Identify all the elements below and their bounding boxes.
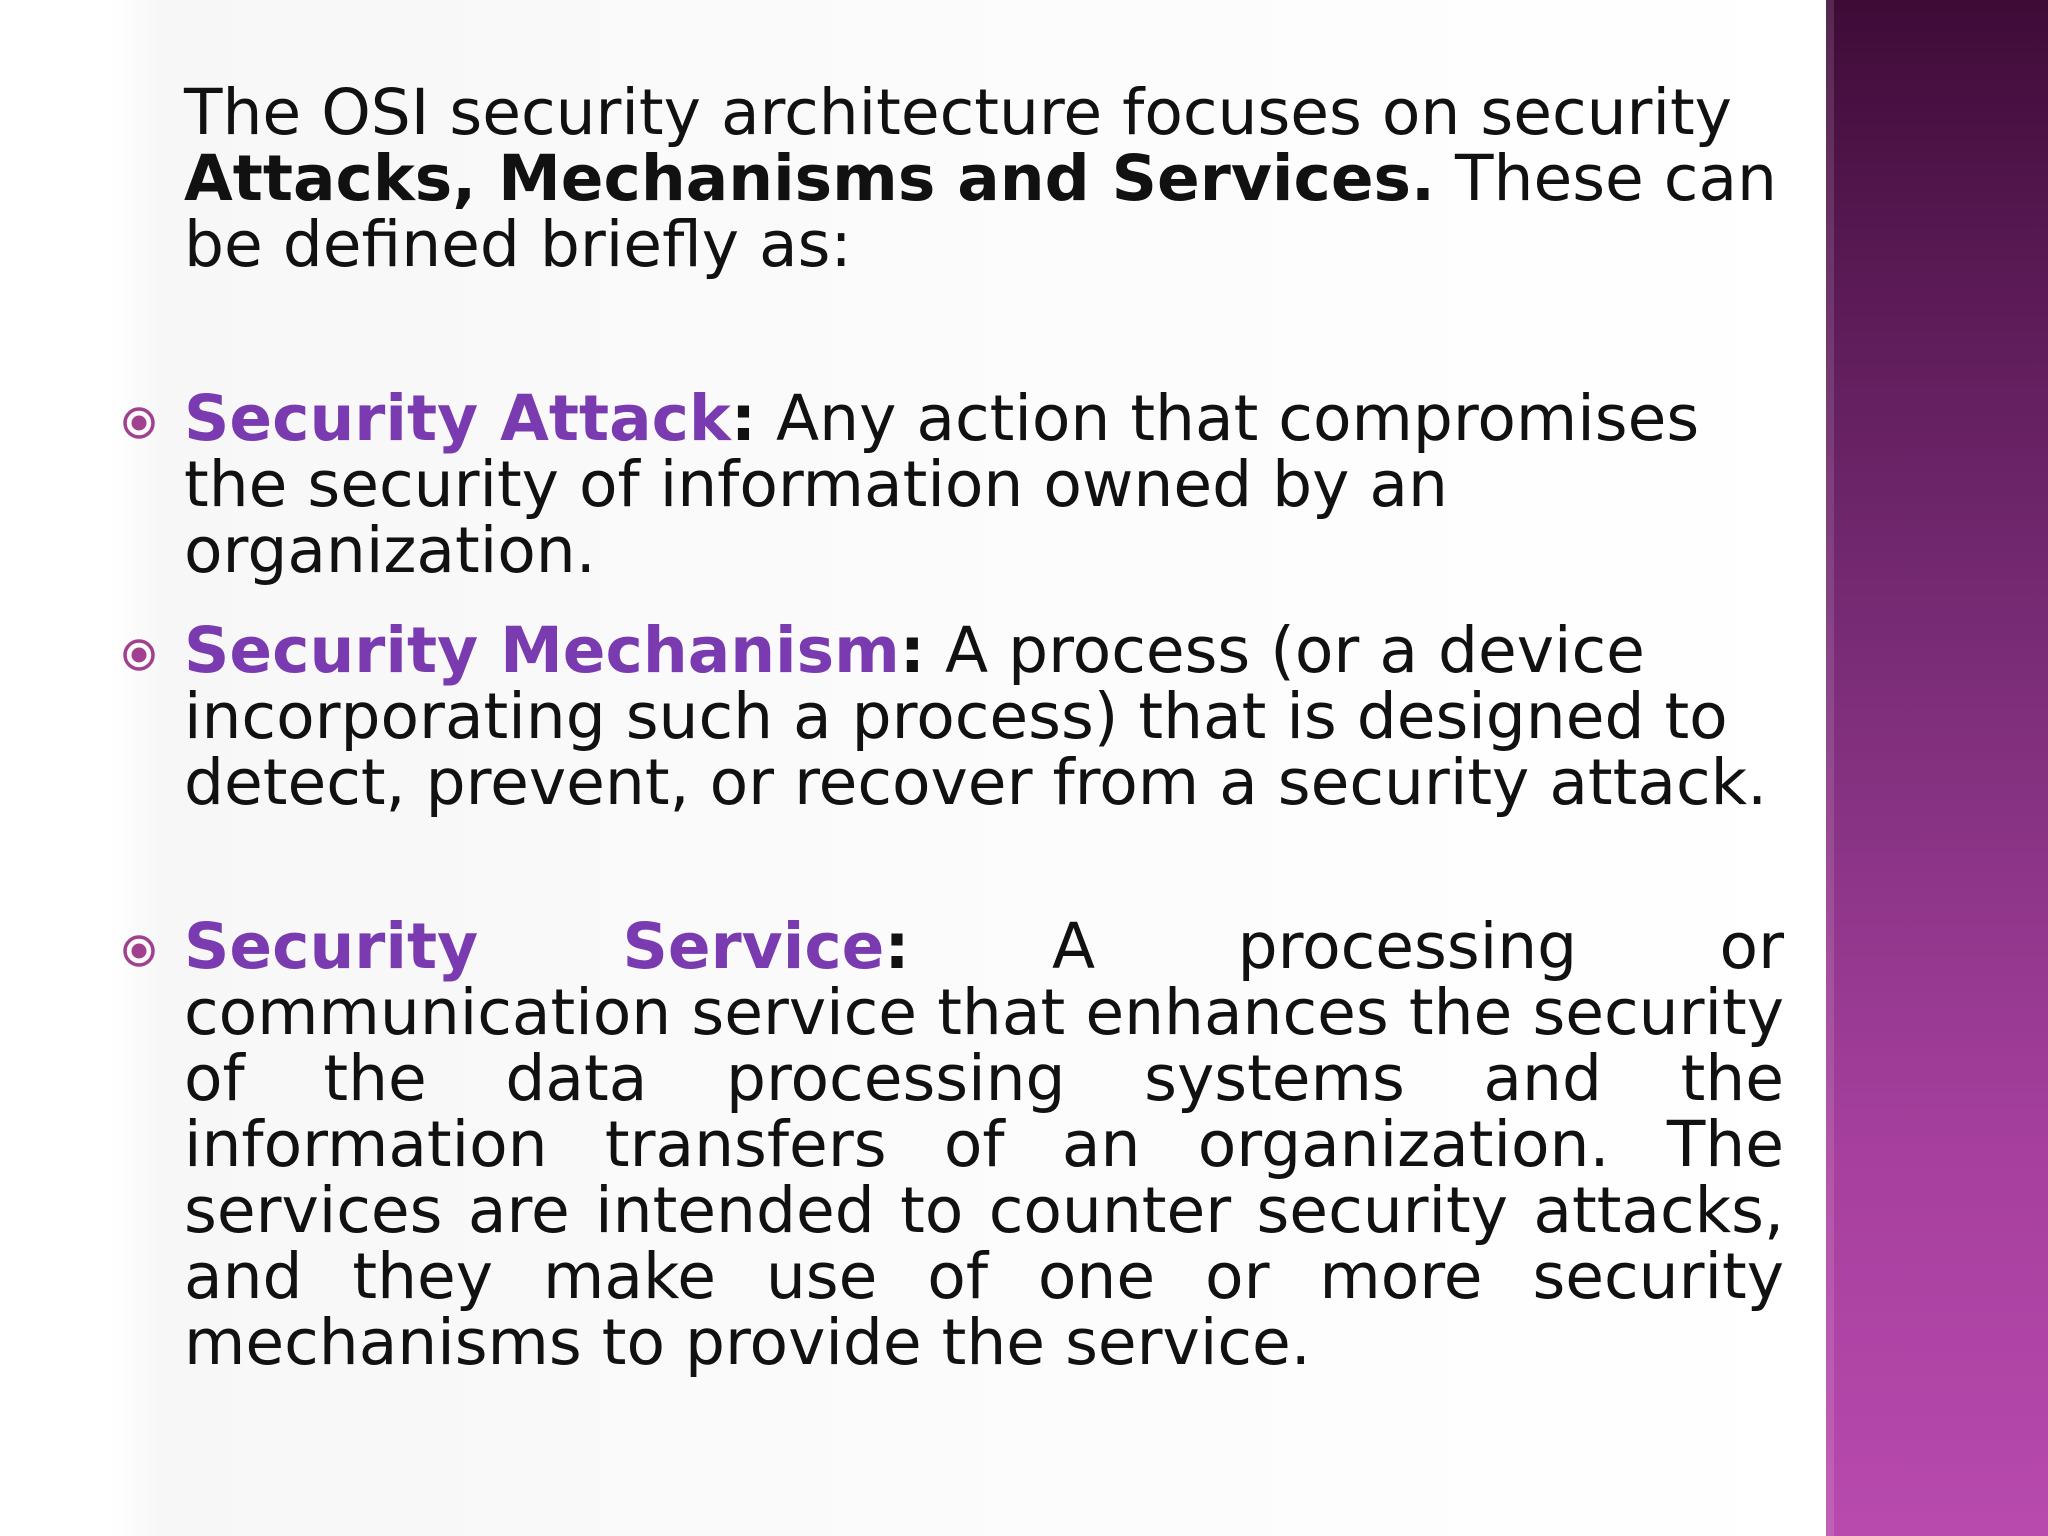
intro-paragraph [184, 76, 1784, 281]
bullet-term: Security Service [184, 910, 885, 983]
intro-text-end: These can be defined briefly as: [184, 142, 1777, 281]
bullet-text: A processing or communication service that enhances the security of the data processing systems and the information transfers of an organization. The services are intended to counter security attacks, and they make use of one or more security mechanisms to provide the service. [184, 910, 1785, 1379]
bullet-security-service [184, 910, 1785, 1379]
bullet-term: Security Attack [184, 382, 731, 455]
bullet-colon: : [899, 614, 925, 687]
target-bullet-icon [122, 406, 156, 440]
bullet-security-mechanism [184, 614, 1784, 819]
target-bullet-icon [122, 638, 156, 672]
target-bullet-icon [122, 934, 156, 968]
bullet-text: A process (or a device incorporating such a process) that is designed to detect, prevent, or recover from a security attack. [184, 614, 1768, 819]
bullet-security-attack [184, 382, 1784, 587]
bullet-text: Any action that compromises the security of information owned by an organization. [184, 382, 1700, 587]
bullet-term: Security Mechanism [184, 614, 900, 687]
bullet-colon: : [730, 382, 757, 455]
decorative-side-bar [1826, 0, 2048, 1536]
intro-text-start: The OSI security architecture focuses on security [184, 76, 1732, 149]
intro-bold-text: Attacks, Mechanisms and Services. [184, 142, 1435, 215]
bullet-colon: : [884, 910, 910, 983]
